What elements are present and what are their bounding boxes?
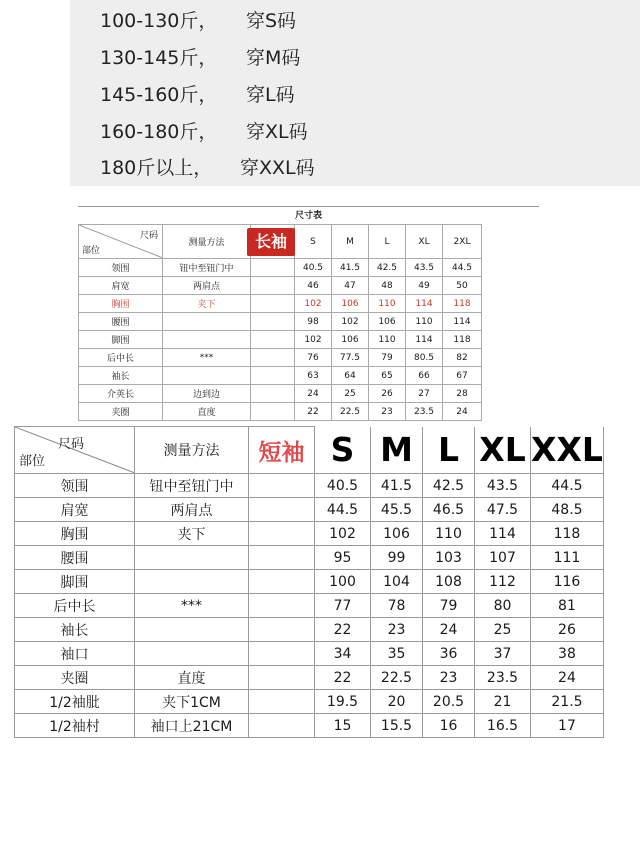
method-cell: 袖口上21CM [135,714,249,738]
value-cell: 110 [369,331,406,349]
part-cell: 1/2袖村 [15,714,135,738]
part-cell: 腰围 [15,546,135,570]
corner-size-label: 尺码 [139,231,158,241]
blank-cell [251,313,295,331]
value-cell: 100 [315,570,371,594]
table-row [15,666,604,690]
value-cell: 99 [371,546,423,570]
value-cell: 41.5 [332,259,369,277]
weight-row [100,6,297,33]
value-cell: 44.5 [315,498,371,522]
method-cell: 钮中至钮门中 [163,259,251,277]
value-cell: 80.5 [406,349,443,367]
method-cell [163,331,251,349]
value-cell: 102 [295,331,332,349]
part-cell: 胸围 [15,522,135,546]
size-header: XL [406,225,443,259]
value-cell: 42.5 [369,259,406,277]
value-cell: 28 [443,385,482,403]
value-cell: 23.5 [406,403,443,421]
size-header: S [315,427,371,474]
value-cell: 112 [475,570,531,594]
weight-row [100,43,301,70]
long-sleeve-badge: 长袖 [247,228,295,256]
method-cell [135,570,249,594]
table-row [15,594,604,618]
part-cell: 夹圈 [15,666,135,690]
corner-cell [15,427,135,474]
value-cell: 78 [371,594,423,618]
short-sleeve-label: 短袖 [249,427,315,474]
value-cell: 111 [531,546,604,570]
value-cell: 21.5 [531,690,604,714]
value-cell: 67 [443,367,482,385]
blank-cell [249,690,315,714]
value-cell: 110 [406,313,443,331]
value-cell: 35 [371,642,423,666]
part-cell: 腰围 [79,313,163,331]
weight-size: 穿L码 [246,84,295,106]
method-cell [135,618,249,642]
value-cell: 23 [371,618,423,642]
weight-range: 160-180斤， [100,121,218,143]
table-row [79,313,482,331]
value-cell: 66 [406,367,443,385]
size-header: L [423,427,475,474]
size-header: L [369,225,406,259]
part-cell: 后中长 [15,594,135,618]
value-cell: 80 [475,594,531,618]
blank-cell [249,522,315,546]
method-cell: 两肩点 [163,277,251,295]
value-cell: 63 [295,367,332,385]
value-cell: 43.5 [475,474,531,498]
value-cell: 118 [443,295,482,313]
value-cell: 65 [369,367,406,385]
method-header: 测量方法 [163,225,251,259]
method-cell: 夹下 [135,522,249,546]
value-cell: 43.5 [406,259,443,277]
value-cell: 15.5 [371,714,423,738]
weight-size: 穿XL码 [246,121,308,143]
value-cell: 106 [371,522,423,546]
method-cell: *** [135,594,249,618]
blank-cell [249,474,315,498]
value-cell: 40.5 [315,474,371,498]
table-row [79,259,482,277]
value-cell: 22.5 [371,666,423,690]
blank-cell [251,385,295,403]
value-cell: 81 [531,594,604,618]
blank-cell [249,498,315,522]
value-cell: 21 [475,690,531,714]
weight-size: 穿S码 [246,10,297,32]
value-cell: 22 [315,666,371,690]
part-cell: 后中长 [79,349,163,367]
value-cell: 47.5 [475,498,531,522]
value-cell: 48 [369,277,406,295]
value-cell: 108 [423,570,475,594]
value-cell: 26 [531,618,604,642]
size-header: XXL [531,427,604,474]
value-cell: 114 [475,522,531,546]
value-cell: 110 [369,295,406,313]
value-cell: 44.5 [531,474,604,498]
value-cell: 25 [475,618,531,642]
table-row [79,367,482,385]
value-cell: 23.5 [475,666,531,690]
part-cell: 袖口 [15,642,135,666]
corner-part-label: 部位 [82,246,101,256]
value-cell: 26 [369,385,406,403]
value-cell: 106 [369,313,406,331]
value-cell: 16 [423,714,475,738]
value-cell: 19.5 [315,690,371,714]
value-cell: 107 [475,546,531,570]
table-row [15,714,604,738]
value-cell: 25 [332,385,369,403]
long-sleeve-size-table [78,206,539,426]
corner-cell [79,225,163,259]
value-cell: 36 [423,642,475,666]
size-header: S [295,225,332,259]
header-row [15,427,604,474]
value-cell: 27 [406,385,443,403]
value-cell: 44.5 [443,259,482,277]
table-row [79,349,482,367]
blank-cell [249,618,315,642]
method-cell: 直度 [163,403,251,421]
size-header: 2XL [443,225,482,259]
table-row [79,385,482,403]
weight-row [100,117,308,144]
weight-row [100,80,295,107]
part-cell: 介英长 [79,385,163,403]
size-header: XL [475,427,531,474]
blank-cell [249,714,315,738]
method-cell: 两肩点 [135,498,249,522]
value-cell: 24 [531,666,604,690]
value-cell: 15 [315,714,371,738]
weight-size: 穿M码 [246,47,301,69]
value-cell: 46 [295,277,332,295]
part-cell: 领围 [15,474,135,498]
value-cell: 24 [443,403,482,421]
value-cell: 16.5 [475,714,531,738]
size-header: M [371,427,423,474]
weight-range: 100-130斤， [100,10,218,32]
value-cell: 102 [295,295,332,313]
method-cell [163,313,251,331]
blank-cell [251,367,295,385]
value-cell: 47 [332,277,369,295]
table-row [15,642,604,666]
value-cell: 40.5 [295,259,332,277]
value-cell: 22 [315,618,371,642]
value-cell: 45.5 [371,498,423,522]
part-cell: 袖长 [15,618,135,642]
table-row [15,474,604,498]
value-cell: 34 [315,642,371,666]
method-cell [135,642,249,666]
value-cell: 41.5 [371,474,423,498]
blank-cell [251,349,295,367]
value-cell: 98 [295,313,332,331]
table-row [15,618,604,642]
short-sleeve-grid [14,426,604,738]
part-cell: 胸围 [79,295,163,313]
value-cell: 114 [443,313,482,331]
table-row [15,570,604,594]
value-cell: 23 [423,666,475,690]
blank-cell [251,259,295,277]
weight-row [100,153,315,180]
value-cell: 23 [369,403,406,421]
method-cell: 钮中至钮门中 [135,474,249,498]
table-row [79,295,482,313]
method-cell [135,546,249,570]
value-cell: 20.5 [423,690,475,714]
value-cell: 95 [315,546,371,570]
table-row [15,522,604,546]
value-cell: 46.5 [423,498,475,522]
method-cell: 夹下 [163,295,251,313]
value-cell: 102 [332,313,369,331]
value-cell: 22 [295,403,332,421]
method-cell: 边到边 [163,385,251,403]
short-sleeve-size-table [14,426,614,738]
value-cell: 106 [332,331,369,349]
value-cell: 114 [406,331,443,349]
table-row [15,546,604,570]
size-header: M [332,225,369,259]
value-cell: 116 [531,570,604,594]
table-row [79,277,482,295]
part-cell: 脚围 [79,331,163,349]
value-cell: 20 [371,690,423,714]
value-cell: 110 [423,522,475,546]
blank-cell [251,331,295,349]
weight-range: 180斤以上， [100,157,213,179]
value-cell: 114 [406,295,443,313]
method-header: 测量方法 [135,427,249,474]
value-cell: 22.5 [332,403,369,421]
value-cell: 77 [315,594,371,618]
blank-cell [251,295,295,313]
value-cell: 37 [475,642,531,666]
value-cell: 102 [315,522,371,546]
value-cell: 76 [295,349,332,367]
value-cell: 17 [531,714,604,738]
weight-size: 穿XXL码 [240,157,315,179]
value-cell: 24 [423,618,475,642]
part-cell: 脚围 [15,570,135,594]
part-cell: 肩宽 [15,498,135,522]
value-cell: 77.5 [332,349,369,367]
table-row [15,690,604,714]
value-cell: 64 [332,367,369,385]
blank-cell [251,277,295,295]
table-row [79,403,482,421]
blank-cell [249,546,315,570]
value-cell: 49 [406,277,443,295]
value-cell: 82 [443,349,482,367]
part-cell: 袖长 [79,367,163,385]
corner-part-label: 部位 [19,454,46,469]
value-cell: 106 [332,295,369,313]
value-cell: 118 [443,331,482,349]
method-cell: 夹下1CM [135,690,249,714]
value-cell: 79 [423,594,475,618]
value-cell: 118 [531,522,604,546]
part-cell: 领围 [79,259,163,277]
method-cell: 直度 [135,666,249,690]
table-title: 尺寸表 [78,206,539,225]
value-cell: 104 [371,570,423,594]
part-cell: 1/2袖肶 [15,690,135,714]
value-cell: 79 [369,349,406,367]
blank-cell [249,666,315,690]
value-cell: 50 [443,277,482,295]
part-cell: 夹圈 [79,403,163,421]
blank-cell [249,570,315,594]
value-cell: 103 [423,546,475,570]
blank-cell [251,403,295,421]
weight-range: 145-160斤， [100,84,218,106]
value-cell: 42.5 [423,474,475,498]
weight-guide [70,0,640,186]
table-row [79,331,482,349]
method-cell [163,367,251,385]
blank-cell [249,642,315,666]
corner-size-label: 尺码 [57,437,84,452]
table-row [15,498,604,522]
weight-range: 130-145斤， [100,47,218,69]
value-cell: 38 [531,642,604,666]
value-cell: 24 [295,385,332,403]
method-cell: *** [163,349,251,367]
part-cell: 肩宽 [79,277,163,295]
value-cell: 48.5 [531,498,604,522]
blank-cell [249,594,315,618]
